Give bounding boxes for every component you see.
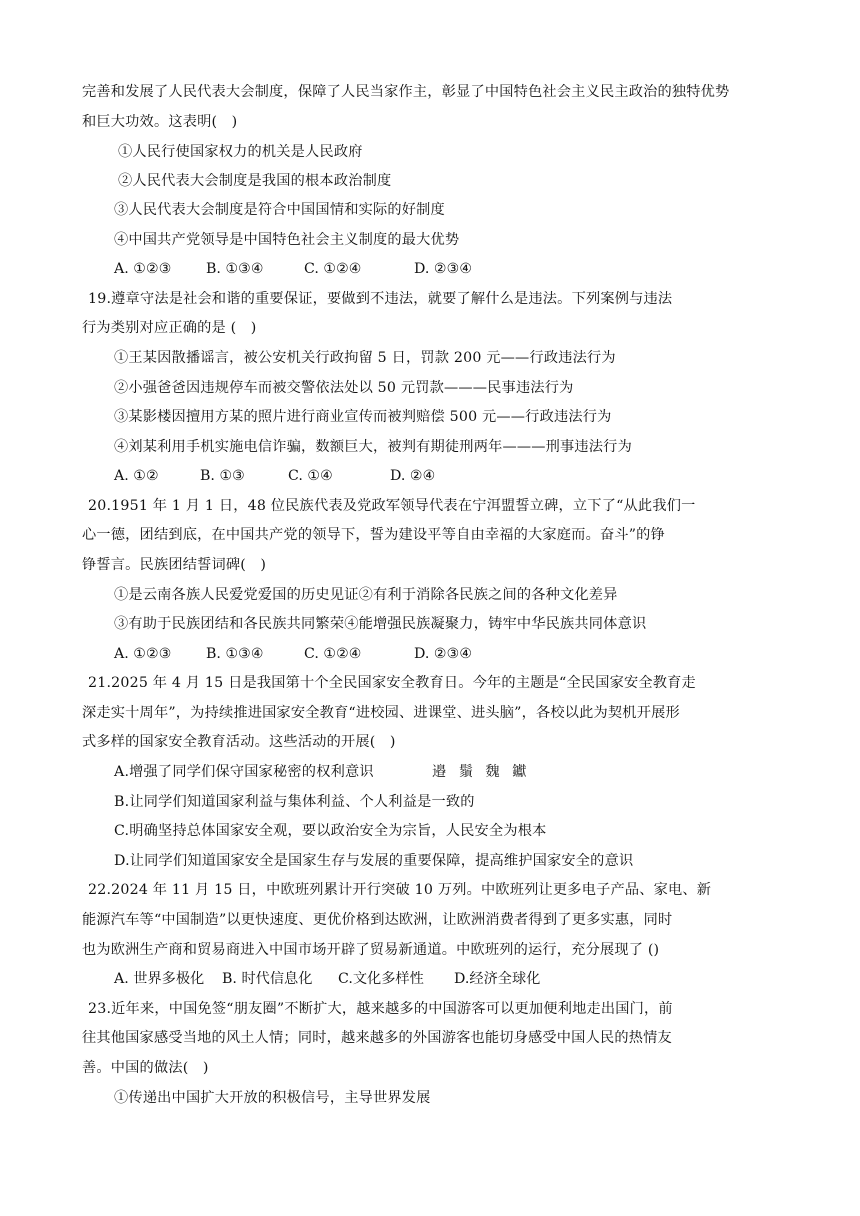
- q20-statements-3-4: ③有助于民族团结和各民族共同繁荣④能增强民族凝聚力，铸牢中华民族共同体意识: [114, 616, 647, 632]
- q20-option-d[interactable]: D. ②③④: [414, 646, 473, 662]
- q23-stem-line: 善。中国的做法( ): [82, 1060, 209, 1076]
- q21-option-d[interactable]: D.让同学们知道国家安全是国家生存与发展的重要保障，提高维护国家安全的意识: [114, 853, 634, 869]
- q18-option-c[interactable]: C. ①②④: [304, 261, 362, 277]
- q21-option-b[interactable]: B.让同学们知道国家利益与集体利益、个人利益是一致的: [114, 794, 475, 810]
- q20-stem-line: 铮誓言。民族团结誓词碑( ): [82, 557, 267, 573]
- q22-option-d[interactable]: D.经济全球化: [454, 971, 541, 987]
- q20-option-a[interactable]: A. ①②③: [114, 646, 172, 662]
- q23-statement-1: ①传递出中国扩大开放的积极信号，主导世界发展: [114, 1090, 431, 1106]
- q19-stem-line: 行为类别对应正确的是 ( ): [82, 320, 257, 336]
- q20-statements-1-2: ①是云南各族人民爱党爱国的历史见证②有利于消除各民族之间的各种文化差异: [114, 587, 618, 603]
- q22-stem-line: 22.2024 年 11 月 15 日，中欧班列累计开行突破 10 万列。中欧班列让更多电子产品、家电、新: [88, 882, 712, 898]
- q18-option-d[interactable]: D. ②③④: [414, 261, 473, 277]
- q19-statement-4: ④刘某利用手机实施电信诈骗，数额巨大，被判有期徒刑两年———刑事违法行为: [114, 439, 632, 455]
- q18-statement-3: ③人民代表大会制度是符合中国国情和实际的好制度: [114, 202, 445, 218]
- q18-stem-line: 和巨大功效。这表明( ): [82, 114, 238, 130]
- q20-option-b[interactable]: B. ①③④: [206, 646, 264, 662]
- q20-stem-line: 心一德，团结到底，在中国共产党的领导下，誓为建设平等自由幸福的大家庭而。奋斗”的铮: [82, 527, 665, 543]
- q18-option-a[interactable]: A. ①②③: [114, 261, 172, 277]
- q23-stem-line: 23.近年来，中国免签“朋友圈”不断扩大，越来越多的中国游客可以更加便利地走出国门，前: [88, 1001, 673, 1017]
- q20-option-c[interactable]: C. ①②④: [304, 646, 362, 662]
- q19-statement-2: ②小强爸爸因违规停车而被交警依法处以 50 元罚款———民事违法行为: [114, 380, 574, 396]
- q22-stem-line: 也为欧洲生产商和贸易商进入中国市场开辟了贸易新通道。中欧班列的运行，充分展现了 (): [82, 942, 660, 958]
- q19-option-a[interactable]: A. ①②: [114, 468, 159, 484]
- q19-statement-3: ③某影楼因擅用方某的照片进行商业宣传而被判赔偿 500 元——行政违法行为: [114, 409, 612, 425]
- q18-statement-2: ②人民代表大会制度是我国的根本政治制度: [118, 173, 392, 189]
- q18-option-b[interactable]: B. ①③④: [206, 261, 264, 277]
- q22-option-c[interactable]: C.文化多样性: [338, 971, 424, 987]
- q21-stray-characters: 邉 鬚 魏 钀: [432, 764, 531, 780]
- q22-option-a[interactable]: A. 世界多极化: [114, 971, 205, 987]
- q22-stem-line: 能源汽车等“中国制造”以更快速度、更优价格到达欧洲，让欧洲消费者得到了更多实惠，同时: [82, 912, 673, 928]
- q21-option-a[interactable]: A.增强了同学们保守国家秘密的权利意识: [114, 764, 374, 780]
- q19-option-d[interactable]: D. ②④: [390, 468, 436, 484]
- q21-stem-line: 深走实十周年”，为持续推进国家安全教育“进校园、进课堂、进头脑”，各校以此为契机开展形: [82, 705, 680, 721]
- q23-stem-line: 往其他国家感受当地的风土人情；同时，越来越多的外国游客也能切身感受中国人民的热情友: [82, 1030, 672, 1046]
- q19-option-b[interactable]: B. ①③: [200, 468, 245, 484]
- q21-stem-line: 21.2025 年 4 月 15 日是我国第十个全民国家安全教育日。今年的主题是“全民国家安全教育走: [88, 675, 696, 691]
- q19-option-c[interactable]: C. ①④: [288, 468, 333, 484]
- q18-stem-line: 完善和发展了人民代表大会制度，保障了人民当家作主，彰显了中国特色社会主义民主政治的独特优势: [82, 84, 730, 100]
- q19-statement-1: ①王某因散播谣言，被公安机关行政拘留 5 日，罚款 200 元——行政违法行为: [114, 350, 616, 366]
- q18-statement-1: ①人民行使国家权力的机关是人民政府: [118, 144, 363, 160]
- q19-stem-line: 19.遵章守法是社会和谐的重要保证，要做到不违法，就要了解什么是违法。下列案例与违法: [88, 291, 673, 307]
- q21-stem-line: 式多样的国家安全教育活动。这些活动的开展( ): [82, 734, 396, 750]
- q18-statement-4: ④中国共产党领导是中国特色社会主义制度的最大优势: [114, 232, 460, 248]
- q21-option-c[interactable]: C.明确坚持总体国家安全观，要以政治安全为宗旨，人民安全为根本: [114, 823, 547, 839]
- q22-option-b[interactable]: B. 时代信息化: [222, 971, 313, 987]
- q20-stem-line: 20.1951 年 1 月 1 日，48 位民族代表及党政军领导代表在宁洱盟誓立碑，立下了“从此我们一: [88, 498, 696, 514]
